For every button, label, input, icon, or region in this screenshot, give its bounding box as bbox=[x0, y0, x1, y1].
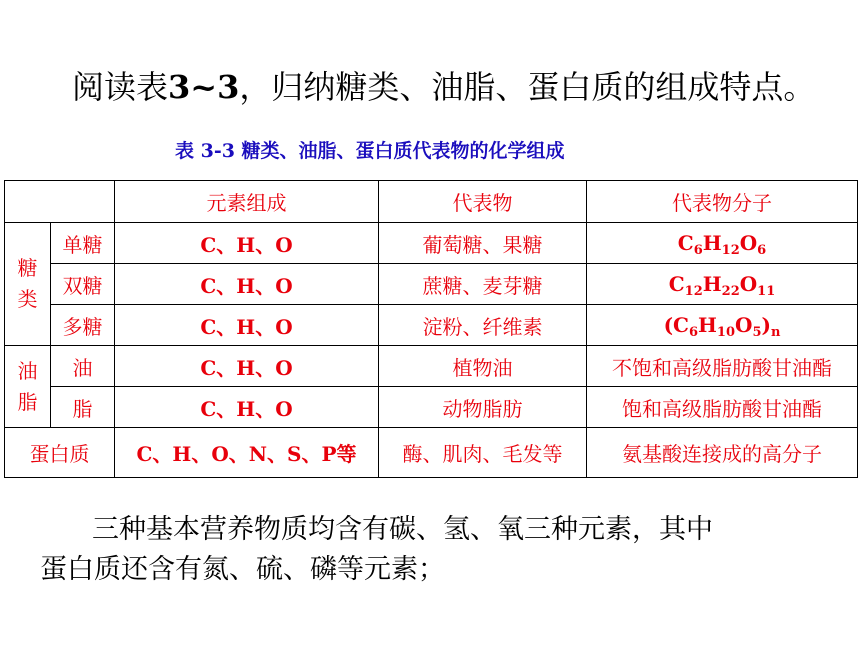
row-name-oil: 油 bbox=[51, 346, 115, 387]
row-elements-mono: C、H、O bbox=[115, 223, 379, 264]
row-elements-fat: C、H、O bbox=[115, 387, 379, 428]
table-row-oil bbox=[5, 346, 858, 387]
table-caption: 表 3-3 糖类、油脂、蛋白质代表物的化学组成 bbox=[175, 140, 565, 162]
group-label-fat-text: 油脂 bbox=[17, 358, 38, 414]
header-formula: 代表物分子 bbox=[587, 181, 858, 223]
row-name-di: 双糖 bbox=[51, 264, 115, 305]
group-label-protein: 蛋白质 bbox=[5, 428, 115, 478]
table-row-fat bbox=[5, 387, 858, 428]
row-formula-di: $C_{12}H_{22}O_{11}$ bbox=[587, 264, 858, 305]
composition-table bbox=[4, 180, 858, 478]
heading-table-ref: 3~3 bbox=[168, 68, 240, 106]
header-corner-cell bbox=[5, 181, 115, 223]
row-name-fat: 脂 bbox=[51, 387, 115, 428]
row-example-mono: 葡萄糖、果糖 bbox=[379, 223, 587, 264]
table-header-row bbox=[5, 181, 858, 223]
row-example-oil: 植物油 bbox=[379, 346, 587, 387]
row-example-fat: 动物脂肪 bbox=[379, 387, 587, 428]
row-elements-protein: C、H、O、N、S、P等 bbox=[115, 428, 379, 478]
row-elements-oil: C、H、O bbox=[115, 346, 379, 387]
row-elements-di: C、H、O bbox=[115, 264, 379, 305]
page-heading bbox=[72, 62, 815, 108]
row-formula-poly: $(C_6H_{10}O_5)_n$ bbox=[587, 305, 858, 346]
heading-suffix: ，归纳糖类、油脂、蛋白质的组成特点。 bbox=[239, 68, 816, 106]
row-formula-protein: 氨基酸连接成的高分子 bbox=[587, 428, 858, 478]
row-example-di: 蔗糖、麦芽糖 bbox=[379, 264, 587, 305]
row-formula-oil: 不饱和高级脂肪酸甘油酯 bbox=[587, 346, 858, 387]
table-row-polysaccharide bbox=[5, 305, 858, 346]
row-example-poly: 淀粉、纤维素 bbox=[379, 305, 587, 346]
summary-paragraph bbox=[40, 510, 840, 590]
row-name-poly: 多糖 bbox=[51, 305, 115, 346]
table-row-protein bbox=[5, 428, 858, 478]
group-label-fat bbox=[5, 346, 51, 428]
group-label-sugar-text: 糖类 bbox=[17, 256, 38, 311]
heading-prefix: 阅读表 bbox=[72, 68, 169, 106]
row-example-protein: 酶、肌肉、毛发等 bbox=[379, 428, 587, 478]
group-label-sugar bbox=[5, 223, 51, 346]
header-elements: 元素组成 bbox=[115, 181, 379, 223]
table-row-disaccharide bbox=[5, 264, 858, 305]
header-example: 代表物 bbox=[379, 181, 587, 223]
row-elements-poly: C、H、O bbox=[115, 305, 379, 346]
row-formula-fat: 饱和高级脂肪酸甘油酯 bbox=[587, 387, 858, 428]
row-name-mono: 单糖 bbox=[51, 223, 115, 264]
row-formula-mono: $C_6H_{12}O_6$ bbox=[587, 223, 858, 264]
table-row-monosaccharide bbox=[5, 223, 858, 264]
summary-line-1: 三种基本营养物质均含有碳、氢、氧三种元素，其中 bbox=[92, 514, 713, 545]
summary-line-2: 蛋白质还含有氮、硫、磷等元素； bbox=[40, 554, 445, 585]
